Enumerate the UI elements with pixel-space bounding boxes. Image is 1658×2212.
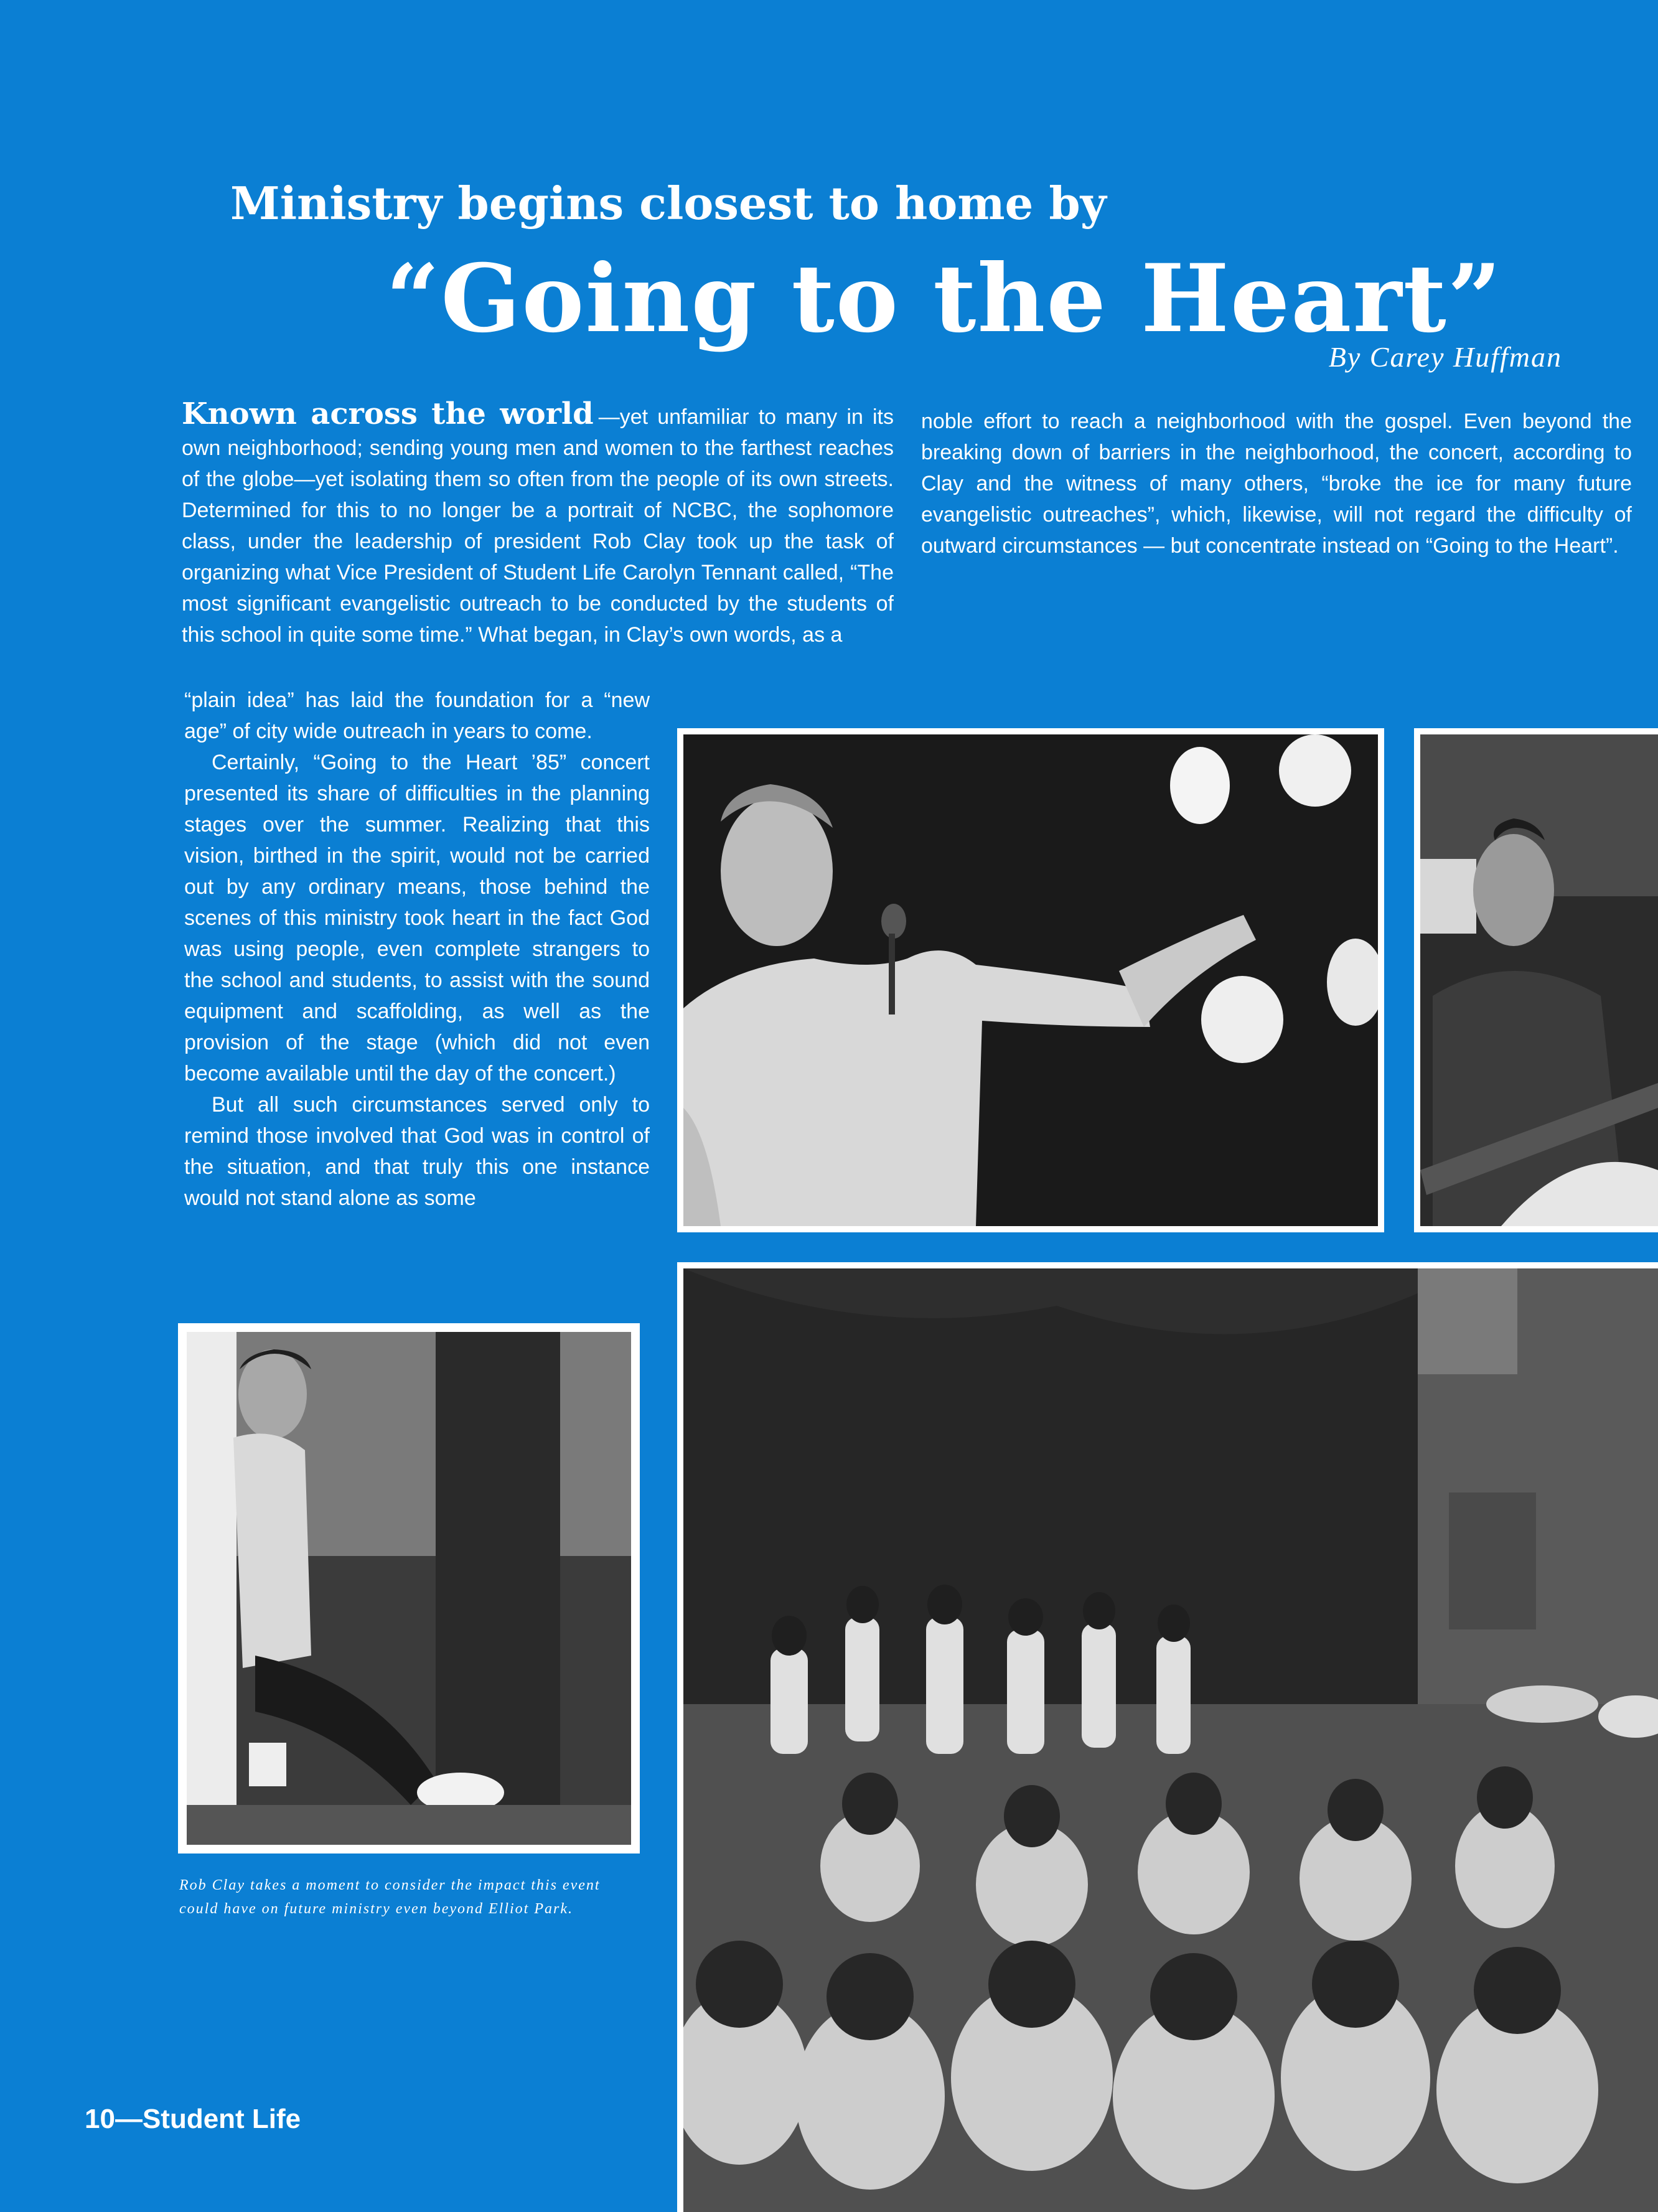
article-body-column-1-narrow xyxy=(184,685,650,1214)
rob-clay-seated-photo xyxy=(178,1323,640,1853)
guitarist-photo-image xyxy=(1420,734,1658,1226)
article-body-column-2 xyxy=(921,406,1632,561)
speaker-photo xyxy=(677,728,1384,1232)
page-folio: 10—Student Life xyxy=(85,2104,301,2134)
article-paragraph-3-start: But all such circumstances served only to remind those involved that God was in control of the situation, and that truly this one instance would not stand alone as some xyxy=(184,1093,650,1210)
crowd-photo-image xyxy=(683,1268,1658,2212)
article-paragraph-3-end: noble effort to reach a neighborhood with the gospel. Even beyond the breaking down of barriers in the neighborhood, the concert, according to Clay and the witness of many others, “broke the ice for many future evangelistic outreaches”, which, likewise, will not regard the difficulty of outward circumstances — but concentrate instead on “Going to the Heart”. xyxy=(921,410,1632,558)
photo-caption: Rob Clay takes a moment to consider the impact this event could have on future ministry even beyond Elliot Park. xyxy=(179,1877,601,1917)
article-paragraph-1-start: —yet unfamiliar to many in its own neighborhood; sending young men and women to the farthest reaches of the globe—yet isolating them so often from the people of its own streets. Determined for this to no longer be a portrait of NCBC, the sophomore class, under the leadership of president Rob Clay took up the task of organizing what Vice President of Student Life Carolyn Tennant called, “The most significant evangelistic outreach to be conducted by the students of this school in quite some time.” What began, in Clay’s own words, as a xyxy=(182,405,894,647)
article-headline: “Going to the Heart” xyxy=(386,244,1503,354)
article-lead-in: Known across the world xyxy=(182,396,594,431)
article-paragraph-1-end: “plain idea” has laid the foundation for a “new age” of city wide outreach in years to come. xyxy=(184,688,650,743)
article-paragraph-2: Certainly, “Going to the Heart ’85” concert presented its share of difficulties in the planning stages over the summer. Realizing that this vision, birthed in the spirit, would not be carried out by any ordinary means, those behind the scenes of this ministry took heart in the fact God was using people, even complete strangers to the school and students, to assist with the sound equipment and scaffolding, as well as the provision of the stage (which did not even become available until the day of the concert.) xyxy=(184,751,650,1085)
article-body-column-1-top xyxy=(182,398,894,650)
guitarist-photo xyxy=(1414,728,1658,1232)
article-kicker: Ministry begins closest to home by xyxy=(230,177,1107,230)
speaker-photo-image xyxy=(683,734,1378,1226)
article-byline: By Carey Huffman xyxy=(1328,341,1562,373)
crowd-photo xyxy=(677,1262,1658,2212)
rob-clay-seated-photo-image xyxy=(187,1332,631,1845)
